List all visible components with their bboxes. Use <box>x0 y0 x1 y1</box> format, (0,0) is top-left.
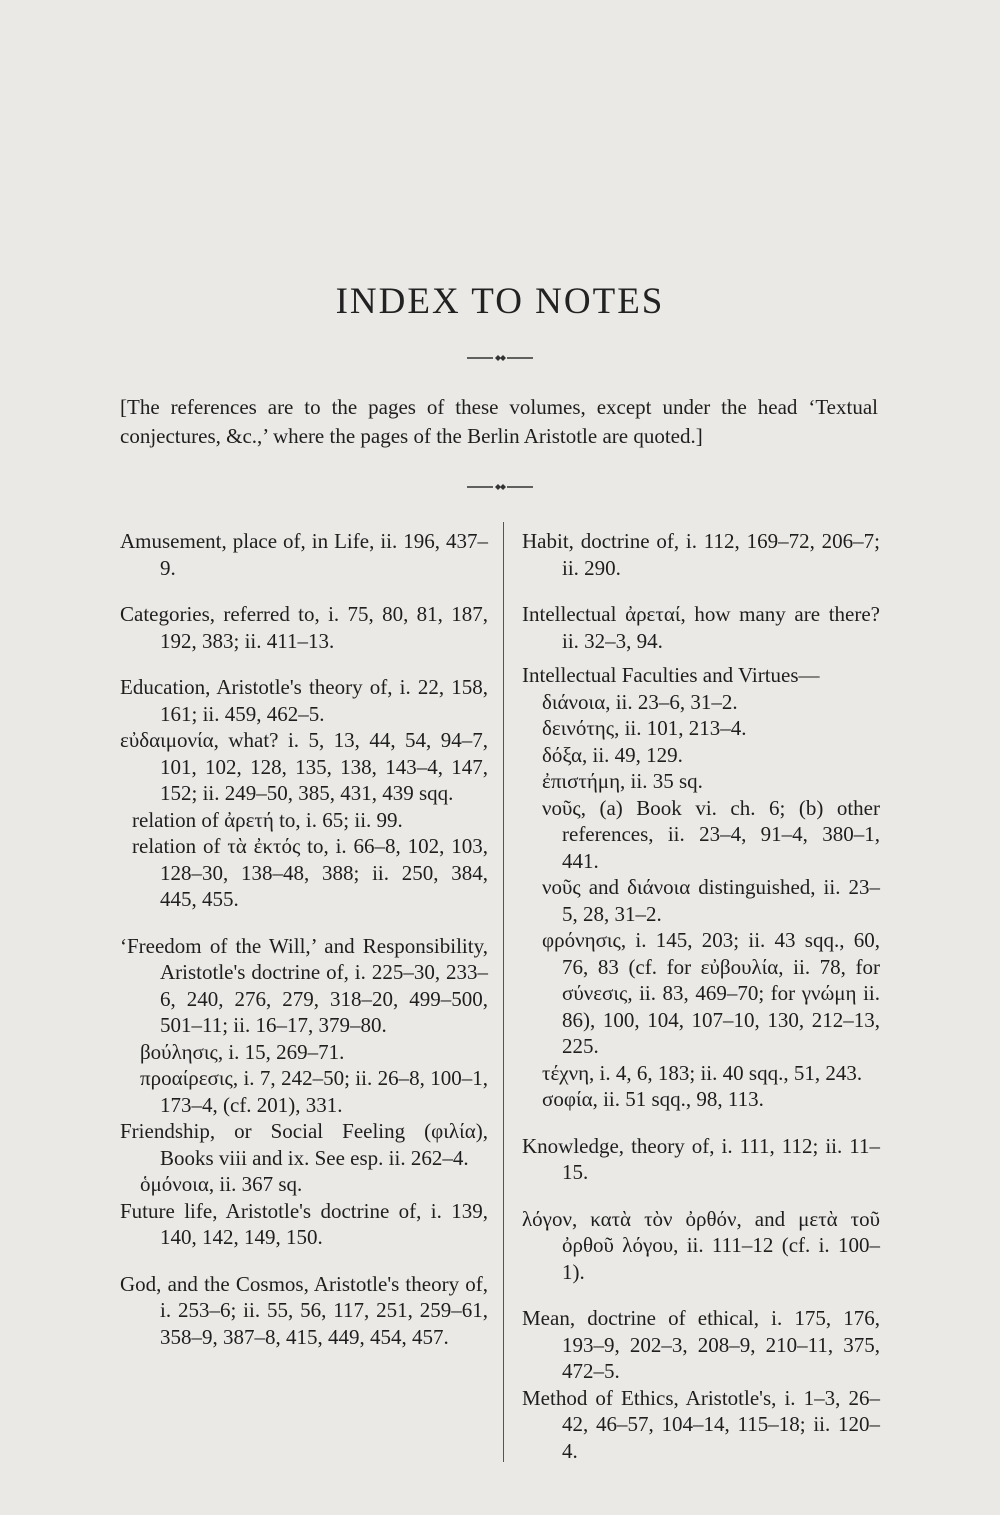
index-left-column <box>120 528 488 1350</box>
index-subentry: ὁμόνοια, ii. 367 sq. <box>140 1172 303 1196</box>
index-entry: Intellectual Faculties and Virtues— <box>522 663 820 687</box>
index-subentry: διάνοια, ii. 23–6, 31–2. <box>542 689 738 714</box>
index-subentry: δεινότης, ii. 101, 213–4. <box>542 716 747 740</box>
index-subentry: relation of τὰ ἐκτός to, i. 66–8, 102, 103, 128–30, 138–48, 388; ii. 250, 384, 445, 455. <box>132 834 488 911</box>
index-entry: Friendship, or Social Feeling (φιλία), Books viii and ix. See esp. ii. 262–4. <box>120 1119 488 1170</box>
index-entry: Future life, Aristotle's doctrine of, i. 139, 140, 142, 149, 150. <box>120 1198 488 1249</box>
index-subentry: φρόνησις, i. 145, 203; ii. 43 sqq., 60, 76, 83 (cf. for εὐβουλία, ii. 78, for σύνεσις, ii. 83, 469–70; for γνώμη ii. 86), 100, 104, 107–10, 130, 212–13, 225. <box>542 928 880 1058</box>
ornament-divider-top <box>0 348 1000 367</box>
index-entry: Knowledge, theory of, i. 111, 112; ii. 11–15. <box>522 1133 880 1184</box>
ornament-divider-bottom <box>0 477 1000 496</box>
references-note: [The references are to the pages of these volumes, except under the head ‘Textual conjectures, &c.,’ where the pages of the Berlin Aristotle are quoted.] <box>120 395 878 448</box>
index-subentry: relation of ἀρετή to, i. 65; ii. 99. <box>132 807 403 832</box>
index-entry: Habit, doctrine of, i. 112, 169–72, 206–7; ii. 290. <box>522 529 880 580</box>
index-subentry: νοῦς, (a) Book vi. ch. 6; (b) other references, ii. 23–4, 91–4, 380–1, 441. <box>542 795 880 873</box>
index-entry: God, and the Cosmos, Aristotle's theory of, i. 253–6; ii. 55, 56, 117, 251, 259–61, 358–9, 387–8, 415, 449, 454, 457. <box>120 1271 488 1349</box>
index-entry: Categories, referred to, i. 75, 80, 81, 187, 192, 383; ii. 411–13. <box>120 602 488 653</box>
index-entry: Education, Aristotle's theory of, i. 22, 158, 161; ii. 459, 462–5. <box>120 675 488 726</box>
index-subentry: ἐπιστήμη, ii. 35 sq. <box>542 769 703 793</box>
index-entry: ‘Freedom of the Will,’ and Responsibility, Aristotle's doctrine of, i. 225–30, 233–6, 240, 276, 279, 318–20, 499–500, 501–11; ii. 16–17, 379–80. <box>120 933 488 1037</box>
index-subentry: δόξα, ii. 49, 129. <box>542 742 683 767</box>
index-entry: λόγον, κατὰ τὸν ὀρθόν, and μετὰ τοῦ ὀρθοῦ λόγου, ii. 111–12 (cf. i. 100–1). <box>522 1206 880 1284</box>
index-entry: εὐδαιμονία, what? i. 5, 13, 44, 54, 94–7, 101, 102, 128, 135, 138, 143–4, 147, 152; ii. 249–50, 385, 431, 439 sqq. <box>120 728 488 805</box>
index-subentry: νοῦς and διάνοια distinguished, ii. 23–5, 28, 31–2. <box>542 875 880 926</box>
index-entry: Amusement, place of, in Life, ii. 196, 437–9. <box>120 529 488 580</box>
index-entry: Intellectual ἀρεταί, how many are there? ii. 32–3, 94. <box>522 602 880 653</box>
page-title: INDEX TO NOTES <box>335 281 665 322</box>
index-subentry: σοφία, ii. 51 sqq., 98, 113. <box>542 1087 764 1111</box>
index-subentry: βούλησις, i. 15, 269–71. <box>140 1039 345 1064</box>
index-subentry: τέχνη, i. 4, 6, 183; ii. 40 sqq., 51, 243. <box>542 1060 863 1085</box>
column-divider <box>503 522 504 1462</box>
index-right-column <box>522 528 880 1464</box>
index-entry: Method of Ethics, Aristotle's, i. 1–3, 26–42, 46–57, 104–14, 115–18; ii. 120–4. <box>522 1385 880 1463</box>
index-entry: Mean, doctrine of ethical, i. 175, 176, 193–9, 202–3, 208–9, 210–11, 375, 472–5. <box>522 1306 880 1383</box>
index-subentry: προαίρεσις, i. 7, 242–50; ii. 26–8, 100–1, 173–4, (cf. 201), 331. <box>140 1066 488 1117</box>
